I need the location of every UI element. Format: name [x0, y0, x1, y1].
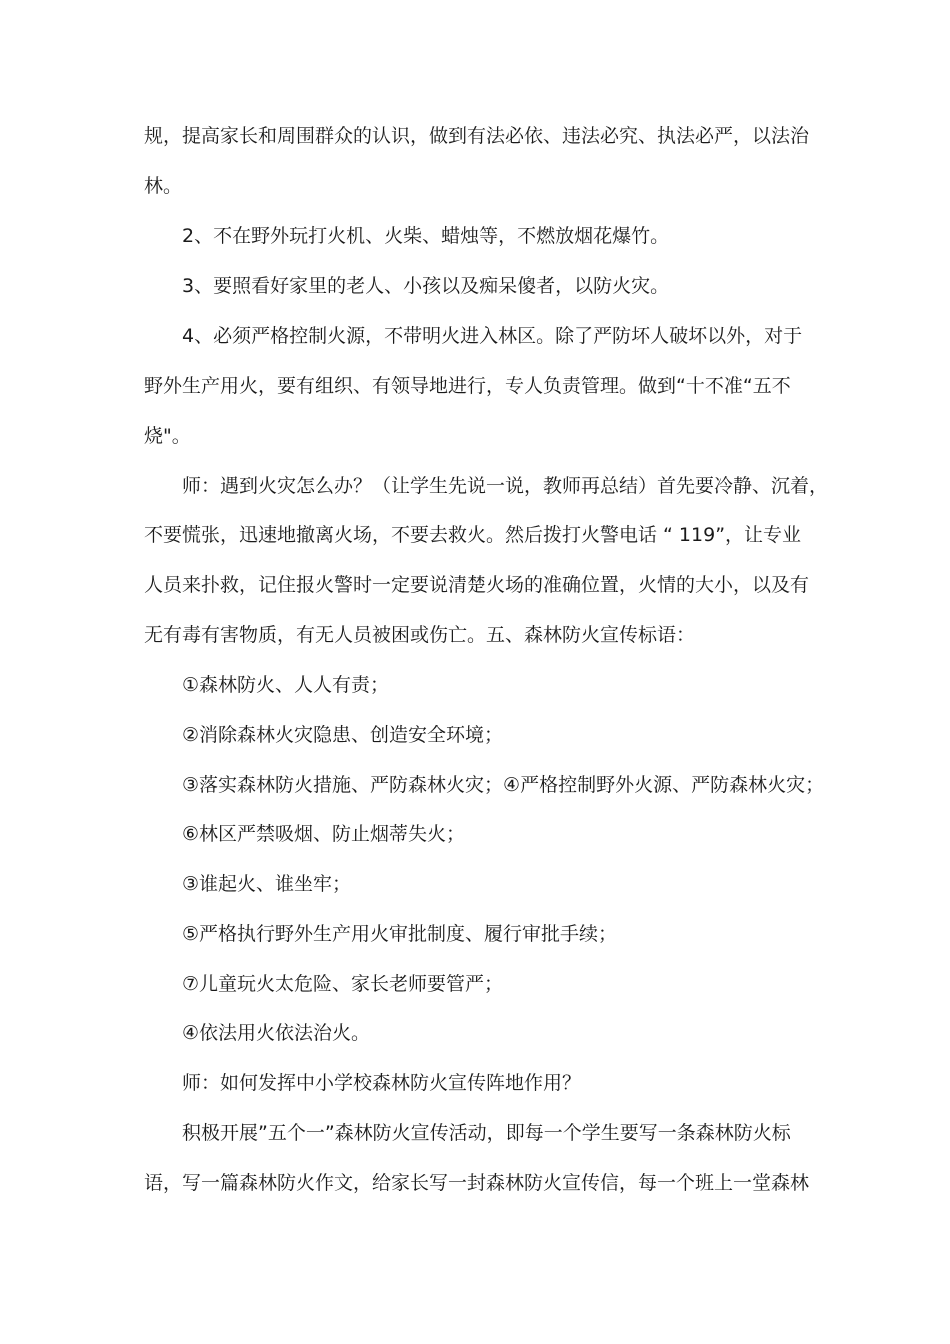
paragraph-line: 烧"。 — [144, 425, 191, 447]
slogan-item: ①森林防火、人人有责； — [182, 674, 390, 696]
slogan-item: ⑤严格执行野外生产用火审批制度、履行审批手续； — [182, 923, 618, 945]
slogan-item: ②消除森林火灾隐患、创造安全环境； — [182, 724, 504, 746]
paragraph-line: 2、不在野外玩打火机、火柴、蜡烛等，不燃放烟花爆竹。 — [182, 225, 670, 247]
paragraph-line: 积极开展”五个一”森林防火宣传活动，即每一个学生要写一条森林防火标 — [182, 1122, 791, 1144]
paragraph-line: 野外生产用火，要有组织、有领导地进行，专人负责管理。做到“十不准“五不 — [144, 375, 791, 397]
paragraph-line: 人员来扑救，记住报火警时一定要说清楚火场的准确位置，火情的大小，以及有 — [144, 574, 810, 596]
slogan-item: ③谁起火、谁坐牢； — [182, 873, 352, 895]
paragraph-line: 语，写一篇森林防火作文，给家长写一封森林防火宣传信，每一个班上一堂森林 — [144, 1172, 810, 1194]
paragraph-line: 林。 — [144, 175, 183, 197]
paragraph-line: 3、要照看好家里的老人、小孩以及痴呆傻者，以防火灾。 — [182, 275, 670, 297]
paragraph-line: 4、必须严格控制火源，不带明火进入林区。除了严防坏人破坏以外，对于 — [182, 325, 803, 347]
paragraph-line: 规，提高家长和周围群众的认识，做到有法必依、违法必究、执法必严，以法治 — [144, 125, 810, 147]
paragraph-line: 师：如何发挥中小学校森林防火宣传阵地作用？ — [182, 1072, 582, 1094]
slogan-item: ③落实森林防火措施、严防森林火灾；④严格控制野外火源、严防森林火灾； — [182, 774, 825, 796]
paragraph-line: 无有毒有害物质，有无人员被困或伤亡。五、森林防火宣传标语： — [144, 624, 696, 646]
slogan-item: ⑥林区严禁吸烟、防止烟蒂失火； — [182, 823, 466, 845]
paragraph-line: 不要慌张，迅速地撤离火场，不要去救火。然后拨打火警电话 “ 119”，让专业 — [144, 524, 802, 546]
slogan-item: ⑦儿童玩火太危险、家长老师要管严； — [182, 973, 504, 995]
paragraph-line: 师：遇到火灾怎么办？（让学生先说一说，教师再总结）首先要冷静、沉着， — [182, 475, 829, 497]
slogan-item: ④依法用火依法治火。 — [182, 1022, 371, 1044]
